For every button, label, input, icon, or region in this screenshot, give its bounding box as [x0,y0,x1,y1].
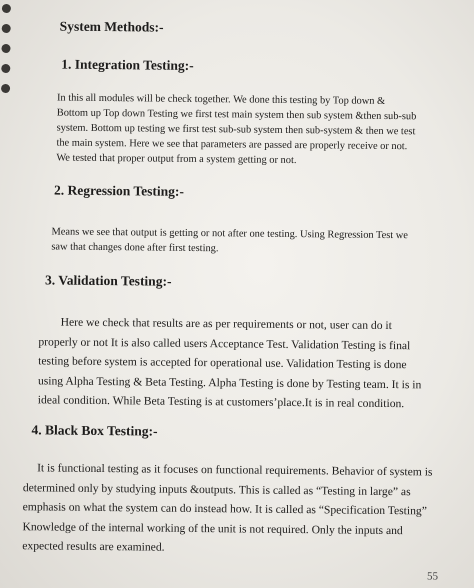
section-body-integration: In this all modules will be check together. We done this testing by Top down & Bottom up Top down Testing we first test main system then sub system &then sub-sub system. Bottom up testing we first test sub-sub system then sub-system & then we test the main system. Here we see that parameters are passed are properly receive or not. We tested that proper output from a system getting or not. [56,92,417,167]
section-heading-black-box: 4. Black Box Testing:- [31,422,158,439]
section-heading-validation: 3. Validation Testing:- [44,272,172,289]
page-number: 55 [426,570,439,583]
page-title: System Methods:- [59,18,164,35]
section-body-regression: Means we see that output is getting or not after one testing. Using Regression Test we saw that changes done after first testing. [51,226,408,255]
binding-holes [5,0,18,110]
binding-hole [1,64,10,73]
section-heading-regression: 2. Regression Testing:- [53,182,184,199]
section-body-black-box: It is functional testing as it focuses on functional requirements. Behavior of system is determined only by studying inputs &outputs. This is called as “Testing in large” as emphasis on what the system can do instead how. It is called as “Specification Testing” Knowledge of the internal working of the unit is not required. Only the inputs and expected results are examined. [22,461,433,554]
binding-hole [1,84,10,93]
binding-hole [2,24,11,33]
section-body-validation: Here we check that results are as per requirements or not, user can do it properly or not It is also called users Acceptance Test. Validation Testing is final testing before system is accepted for operational use. Validation Testing is done using Alpha Testing & Beta Testing. Alpha Testing is done by Testing team. It is in ideal condition. While Beta Testing is at customers’place.It is in real condition. [37,315,422,411]
binding-hole [1,44,10,53]
section-heading-integration: 1. Integration Testing:- [61,56,194,73]
binding-hole [2,4,11,13]
